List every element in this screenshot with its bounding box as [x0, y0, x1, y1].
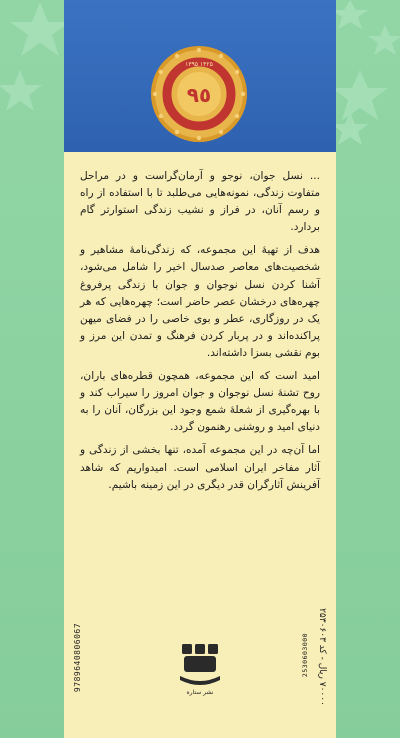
- star-icon: [332, 70, 388, 120]
- star-icon: [10, 2, 70, 56]
- star-icon: [0, 70, 42, 111]
- paragraph: ... نسل جوان، نوجو و آرمان‌گراست و در مراحل متفاوت زندگی، نمونه‌هایی می‌طلبد تا با استفاده از راه و رسم آنان، در فراز و نشیب زندگی استوارتر گام بردارد.: [80, 170, 320, 234]
- code-digits: 2530603000: [301, 632, 310, 678]
- publisher-logo-icon: [176, 640, 224, 696]
- seal-center-number: ٩٥: [186, 83, 212, 107]
- back-cover-text: [80, 168, 320, 500]
- paragraph: اما آن‌چه در این مجموعه آمده، تنها بخشی از زندگی و آثار مفاخر ایران اسلامی است. امیدواریم که شاهد آفرینش آثارگران قدر دیگری در این زمینه باشیم.: [80, 444, 320, 491]
- isbn-barcode: [68, 582, 88, 732]
- isbn-number: 9789640806067: [73, 622, 83, 692]
- price-code-digits: [298, 600, 312, 710]
- paragraph: امید است که این مجموعه، همچون قطره‌های باران، روح تشنهٔ نسل نوجوان و جوان امروز را سیراب کند و با بهره‌گیری از شعلهٔ شمع وجود این بزرگان، آنان را به دنیای امید و روشنی رهنمون گردد.: [80, 370, 320, 434]
- seal-ring-text: ۱۳۹۵ ۱۴۲۵: [185, 61, 213, 68]
- star-icon: [332, 112, 368, 145]
- price-code: [312, 582, 332, 732]
- publisher-name: نشر ستاره: [186, 689, 214, 696]
- paragraph: هدف از تهیهٔ این مجموعه، که زندگی‌نامهٔ مشاهیر و شخصیت‌های معاصر صدسال اخیر را شامل می‌شود، آشنا کردن نسل نوجوان و جوان با زندگی پرفروغ چهره‌های درخشان عصر حاضر است؛ چهره‌هایی که هر یک در روزگاری، عطر و بوی خاصی را در فضای میهن پراکنده‌اند و در پربار کردن فرهنگ و تمدن این مرز و بوم نقشی بسزا داشته‌اند.: [80, 244, 320, 359]
- star-icon: [332, 0, 368, 29]
- price-text: ۷۰۰۰۰ ریال - کد ۲۵۳۰۶۰۳: [317, 608, 328, 706]
- anniversary-seal-icon: [149, 44, 249, 144]
- star-icon: [368, 25, 400, 55]
